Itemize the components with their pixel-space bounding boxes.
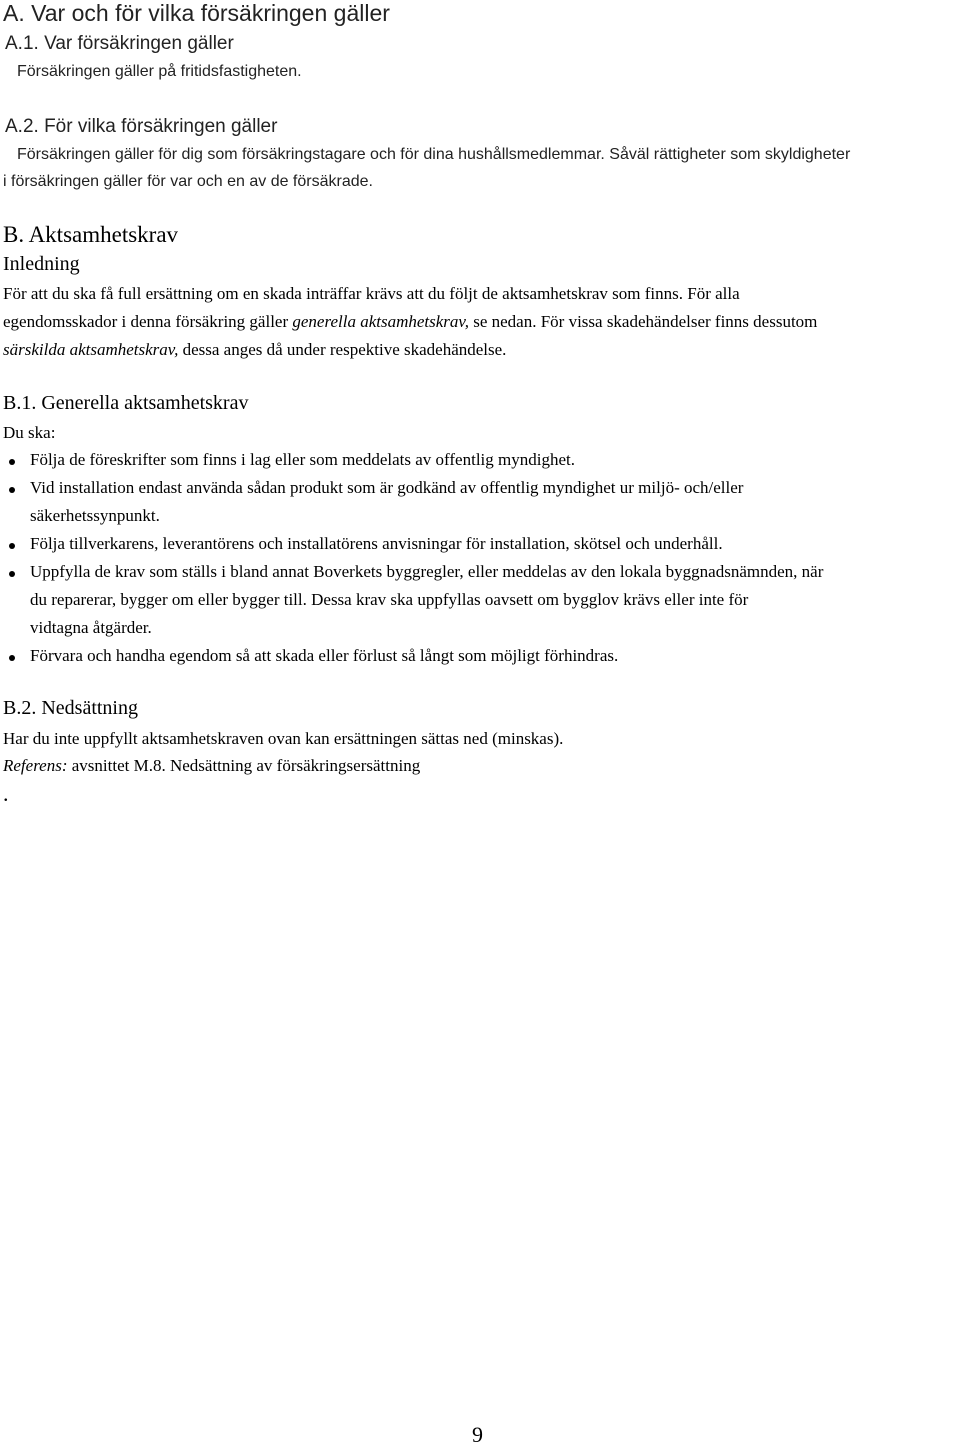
bullet-item-5: Förvara och handha egendom så att skada eller förlust så långt som möjligt förhindras. (30, 646, 619, 665)
section-b2-title: B.2. Nedsättning (3, 697, 138, 719)
section-b-intro-line2: egendomsskador i denna försäkring gäller generella aktsamhetskrav, se nedan. För vissa skadehändelser finns dessutom (3, 312, 818, 331)
reference-text: avsnittet M.8. Nedsättning av försäkringsersättning (67, 756, 421, 775)
bullet-item-4-line1: Uppfylla de krav som ställs i bland annat Boverkets byggregler, eller meddelas av den lokala byggnadsnämnden, när (30, 562, 824, 581)
section-a2-text-line2: i försäkringen gäller för var och en av de försäkrade. (3, 173, 373, 190)
section-b2-reference (3, 756, 420, 776)
trailing-dot: . (3, 781, 9, 806)
section-a1-text: Försäkringen gäller på fritidsfastigheten. (17, 63, 302, 80)
section-b2-text: Har du inte uppfyllt aktsamhetskraven ovan kan ersättningen sättas ned (minskas). (3, 729, 564, 748)
reference-label: Referens: (3, 756, 68, 775)
page-number: 9 (472, 1422, 483, 1447)
section-b-intro-heading: Inledning (3, 253, 80, 275)
bullet-icon (9, 487, 15, 493)
sarskilda-aktsamhetskrav-emphasis: särskilda aktsamhetskrav, (3, 340, 179, 359)
bullet-icon (9, 459, 15, 465)
bullet-icon (9, 655, 15, 661)
bullet-icon (9, 571, 15, 577)
section-b-intro-line1: För att du ska få full ersättning om en skada inträffar krävs att du följt de aktsamhetskrav som finns. För alla (3, 284, 740, 303)
section-a2-title: A.2. För vilka försäkringen gäller (5, 116, 278, 137)
generella-aktsamhetskrav-emphasis: generella aktsamhetskrav, (292, 312, 469, 331)
bullet-item-2-line2: säkerhetssynpunkt. (30, 506, 160, 525)
bullet-item-2-line1: Vid installation endast använda sådan produkt som är godkänd av offentlig myndighet ur miljö- och/eller (30, 478, 744, 497)
section-b1-lead: Du ska: (3, 423, 56, 442)
section-a2-text-line1: Försäkringen gäller för dig som försäkringstagare och för dina hushållsmedlemmar. Såväl rättigheter som skyldigheter (17, 146, 851, 163)
section-b-intro-line3: särskilda aktsamhetskrav, dessa anges då under respektive skadehändelse. (3, 340, 507, 359)
bullet-icon (9, 543, 15, 549)
section-a1-title: A.1. Var försäkringen gäller (5, 33, 234, 54)
section-b1-title: B.1. Generella aktsamhetskrav (3, 392, 249, 414)
bullet-item-1: Följa de föreskrifter som finns i lag eller som meddelats av offentlig myndighet. (30, 450, 575, 469)
bullet-item-4-line3: vidtagna åtgärder. (30, 618, 152, 637)
section-a-title: A. Var och för vilka försäkringen gäller (3, 0, 390, 26)
bullet-item-4-line2: du reparerar, bygger om eller bygger till. Dessa krav ska uppfyllas oavsett om bygglov krävs eller inte för (30, 590, 749, 609)
bullet-item-3: Följa tillverkarens, leverantörens och installatörens anvisningar för installation, skötsel och underhåll. (30, 534, 723, 553)
section-b-title: B. Aktsamhetskrav (3, 222, 179, 247)
